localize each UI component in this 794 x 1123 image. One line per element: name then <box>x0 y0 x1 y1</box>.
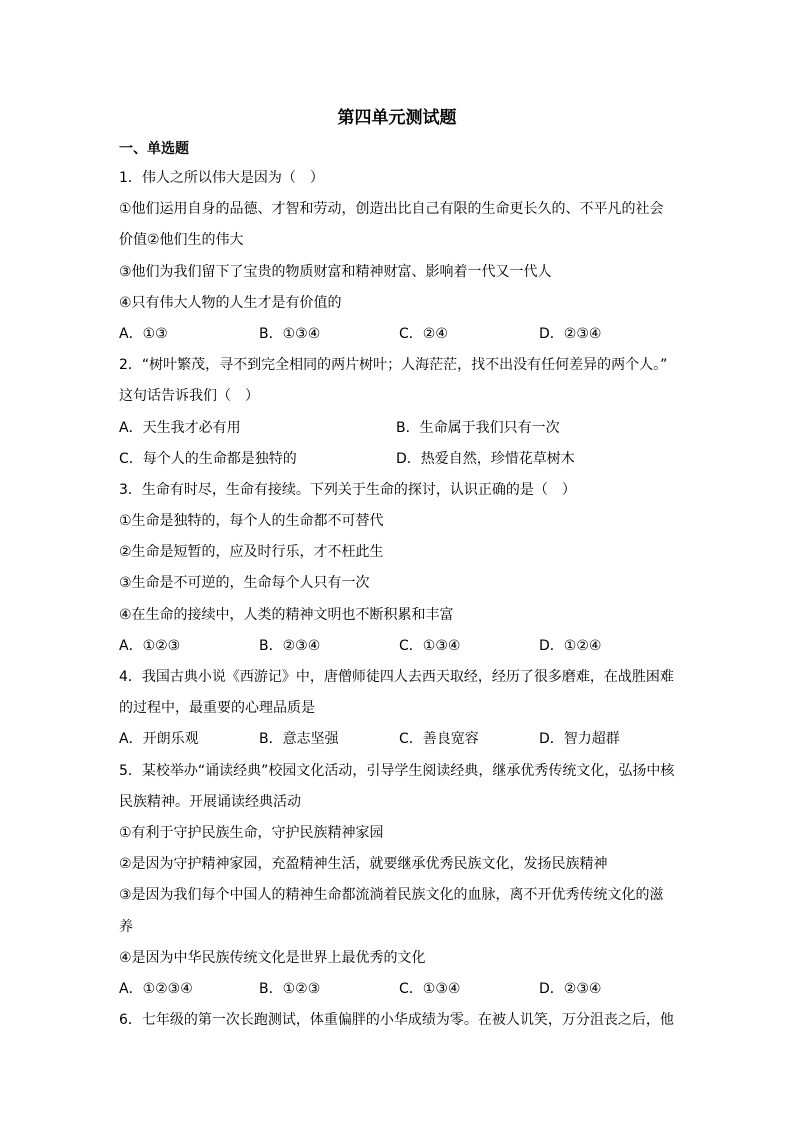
option-d: D．②③④ <box>539 325 602 342</box>
page-title: 第四单元测试题 <box>337 108 457 128</box>
option-c: C．每个人的生命都是独特的 <box>119 450 297 467</box>
option-c: C．①③④ <box>399 637 461 654</box>
question-stem: 这句话告诉我们（ ） <box>119 388 259 405</box>
option-b: B．①③④ <box>259 325 321 342</box>
answer-options <box>119 724 679 755</box>
statement: ①有利于守护民族生命，守护民族精神家园 <box>119 824 384 841</box>
section-heading: 一、单选题 <box>119 141 189 157</box>
option-a: A．①③ <box>119 325 168 342</box>
question-1 <box>119 163 679 350</box>
question-stem: 的过程中，最重要的心理品质是 <box>119 700 315 717</box>
statement: ④只有伟大人物的人生才是有价值的 <box>119 294 342 311</box>
option-c: C．①③④ <box>399 980 461 997</box>
statement: ③生命是不可逆的，生命每个人只有一次 <box>119 575 370 592</box>
question-6 <box>119 1005 679 1036</box>
question-list <box>119 163 679 1036</box>
statement: ③是因为我们每个中国人的精神生命都流淌着民族文化的血脉，离不开优秀传统文化的滋 <box>119 887 664 904</box>
question-stem: 3．生命有时尽，生命有接续。下列关于生命的探讨，认识正确的是（ ） <box>119 481 576 498</box>
question-2 <box>119 350 679 475</box>
option-d: D．②③④ <box>539 980 602 997</box>
option-a: A．①②③ <box>119 637 181 654</box>
option-d: D．热爱自然，珍惜花草树木 <box>396 450 575 467</box>
option-b: B．意志坚强 <box>259 731 339 748</box>
statement: ①他们运用自身的品德、才智和劳动，创造出比自己有限的生命更长久的、不平凡的社会 <box>119 201 664 218</box>
answer-options <box>119 444 679 475</box>
answer-options <box>119 631 679 662</box>
option-c: C．②④ <box>399 325 448 342</box>
statement: 养 <box>119 918 133 935</box>
option-b: B．①②③ <box>259 980 321 997</box>
option-b: B．②③④ <box>259 637 321 654</box>
option-a: A．天生我才必有用 <box>119 419 241 436</box>
question-stem: 民族精神。开展诵读经典活动 <box>119 793 301 810</box>
statement: ④是因为中华民族传统文化是世界上最优秀的文化 <box>119 949 426 966</box>
option-b: B．生命属于我们只有一次 <box>396 419 560 436</box>
option-d: D．智力超群 <box>539 731 620 748</box>
option-a: A．①②③④ <box>119 980 193 997</box>
question-stem: 5．某校举办“诵读经典”校园文化活动，引导学生阅读经典，继承优秀传统文化，弘扬中核 <box>119 762 675 779</box>
question-3 <box>119 475 679 662</box>
question-stem: 1．伟人之所以伟大是因为（ ） <box>119 170 324 186</box>
question-4 <box>119 662 679 756</box>
question-5 <box>119 756 679 1006</box>
answer-options <box>119 974 679 1005</box>
statement: 价值②他们生的伟大 <box>119 232 244 249</box>
statement: ③他们为我们留下了宝贵的物质财富和精神财富、影响着一代又一代人 <box>119 263 552 280</box>
answer-options <box>119 413 679 444</box>
statement: ①生命是独特的，每个人的生命都不可替代 <box>119 513 384 530</box>
option-d: D．①②④ <box>539 637 602 654</box>
option-a: A．开朗乐观 <box>119 731 199 748</box>
option-c: C．善良宽容 <box>399 731 479 748</box>
statement: ④在生命的接续中，人类的精神文明也不断积累和丰富 <box>119 606 454 623</box>
answer-options <box>119 319 679 350</box>
statement: ②是因为守护精神家园，充盈精神生活，就要继承优秀民族文化，发扬民族精神 <box>119 856 608 873</box>
question-stem: 6．七年级的第一次长跑测试，体重偏胖的小华成绩为零。在被人讥笑，万分沮丧之后，他 <box>119 1012 674 1029</box>
question-stem: 2．“树叶繁茂，寻不到完全相同的两片树叶；人海茫茫，找不出没有任何差异的两个人。” <box>119 357 668 374</box>
question-stem: 4．我国古典小说《西游记》中，唐僧师徒四人去西天取经，经历了很多磨难，在战胜困难 <box>119 669 674 685</box>
statement: ②生命是短暂的，应及时行乐，才不枉此生 <box>119 544 384 561</box>
